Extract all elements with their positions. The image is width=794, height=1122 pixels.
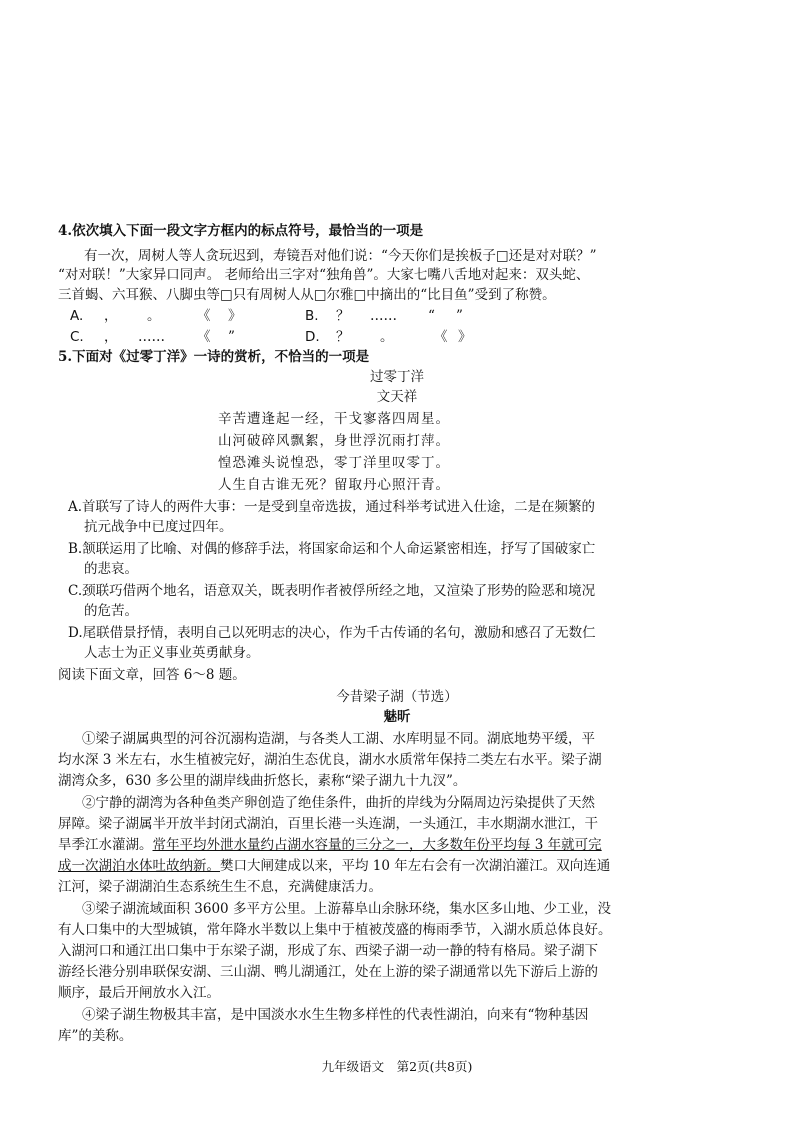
- q4-option-a-letter: A.: [70, 308, 84, 324]
- q4-option-b-letter: B.: [305, 308, 319, 324]
- q4-option-c-mark-3: 《: [197, 329, 211, 345]
- poem-line-1: 辛苦遭逢起一经，干戈寥落四周星。: [218, 411, 450, 427]
- q4-option-b-mark-3: “: [428, 308, 435, 324]
- q4-option-d-mark-1: ？: [336, 329, 350, 345]
- article-paragraph-line: ①梁子湖属典型的河谷沉溺构造湖，与各类人工湖、水库明显不同。湖底地势平缓，平: [82, 731, 595, 747]
- q5-choice-a-line-2: 抗元战争中已度过四年。: [84, 519, 233, 535]
- q4-option-c-letter: C.: [70, 329, 84, 345]
- q4-option-d-mark-3: 《: [434, 329, 448, 345]
- q5-choice-c-line-1: C.颈联巧借两个地名，语意双关，既表明作者被俘所经之地，又渲染了形势的险恶和境况: [68, 583, 596, 599]
- q4-option-a-mark-2: 。: [147, 308, 161, 324]
- poem-author: 文天祥: [376, 389, 418, 405]
- q4-stem: 4.依次填入下面一段文字方框内的标点符号，最恰当的一项是: [58, 223, 424, 239]
- q5-choice-b-line-1: B.颔联运用了比喻、对偶的修辞手法，将国家命运和个人命运紧密相连，抒写了国破家亡: [68, 541, 596, 557]
- reading-intro: 阅读下面文章，回答 6～8 题。: [58, 667, 246, 683]
- article-paragraph-line: 库”的美称。: [58, 1028, 133, 1044]
- article-text-segment: 旱季江水灌湖。: [58, 837, 153, 853]
- q5-choice-c-line-2: 的危苦。: [84, 603, 138, 619]
- article-paragraph-line: 有人口集中的大型城镇，常年降水半数以上集中于植被茂盛的梅雨季节，入湖水质总体良好。: [58, 922, 612, 938]
- q4-option-a-mark-1: ，: [104, 308, 118, 324]
- q4-option-c-mark-1: ，: [104, 329, 118, 345]
- article-paragraph-line: 屏障。梁子湖属半开放半封闭式湖泊，百里长港一头连湖，一头通江，丰水期湖水泄江，干: [58, 816, 598, 832]
- q5-stem: 5.下面对《过零丁洋》一诗的赏析，不恰当的一项是: [58, 349, 370, 365]
- article-paragraph-line: 湖湾众多，630 多公里的湖岸线曲折悠长，素称“梁子湖九十九汊”。: [58, 773, 467, 789]
- article-paragraph-line: ③梁子湖流域面积 3600 多平方公里。上游幕阜山余脉环绕，集水区多山地、少工业，没: [82, 901, 611, 917]
- q4-option-d-mark-4: 》: [458, 329, 472, 345]
- underlined-sentence-part-1: 常年平均外泄水量约占湖水容量的三分之一，大多数年份平均每 3 年就可完: [152, 837, 602, 853]
- q4-option-a-mark-5: 》: [228, 308, 242, 324]
- q4-option-d-mark-2: 。: [380, 329, 394, 345]
- q4-option-d-letter: D.: [305, 329, 320, 345]
- article-paragraph-line: 顺序，最后开闸放水入江。: [58, 985, 220, 1001]
- poem-line-4: 人生自古谁无死？留取丹心照汗青。: [218, 477, 450, 493]
- q5-choice-d-line-1: D.尾联借景抒情，表明自己以死明志的决心，作为千古传诵的名句，激励和感召了无数仁: [68, 625, 596, 641]
- q4-option-b-mark-2: ……: [370, 308, 397, 324]
- poem-line-2: 山河破碎风飘絮，身世浮沉雨打萍。: [218, 433, 450, 449]
- poem-title: 过零丁洋: [370, 369, 424, 385]
- q4-option-b-mark-4: ”: [456, 308, 463, 324]
- article-paragraph-line: ④梁子湖生物极其丰富，是中国淡水水生生物多样性的代表性湖泊，向来有“物种基因: [82, 1007, 589, 1023]
- article-paragraph-line: ②宁静的湖湾为各种鱼类产卵创造了绝佳条件，曲折的岸线为分隔周边污染提供了天然: [82, 795, 595, 811]
- article-author: 魅昕: [383, 709, 411, 725]
- article-paragraph-line: [58, 857, 610, 875]
- q5-choice-a-line-1: A.首联写了诗人的两件大事：一是受到皇帝选拔，通过科举考试进入仕途，二是在频繁的: [68, 499, 596, 515]
- article-title: 今昔梁子湖（节选）: [336, 689, 458, 705]
- page-footer: 九年级语文 第2页(共8页): [321, 1059, 473, 1074]
- q4-passage-line-1: 有一次，周树人等人贪玩迟到，寿镜吾对他们说：“今天你们是挨板子□还是对对联？”: [84, 248, 597, 264]
- q4-option-c-mark-2: ……: [138, 329, 165, 345]
- q4-passage-line-3: 三首蝎、六耳猴、八脚虫等□只有周树人从□尔雅□中摘出的“比目鱼”受到了称赞。: [58, 287, 556, 303]
- underlined-sentence-part-2: 成一次湖泊水体吐故纳新。: [58, 858, 220, 874]
- article-paragraph-line: [58, 836, 602, 854]
- q4-option-b-mark-1: ？: [336, 308, 350, 324]
- article-text-segment: 樊口大闸建成以来，平均 10 年左右会有一次湖泊灌江。双向连通: [220, 858, 611, 874]
- article-paragraph-line: 均水深 3 米左右，水生植被完好，湖泊生态优良，湖水水质常年保持二类左右水平。梁子湖: [58, 752, 602, 768]
- q5-choice-d-line-2: 人志士为正义事业英勇献身。: [84, 645, 260, 661]
- q4-option-a-mark-4: 《: [197, 308, 211, 324]
- article-paragraph-line: 游经长港分别串联保安湖、三山湖、鸭儿湖通江，处在上游的梁子湖通常以先下游后上游的: [58, 964, 598, 980]
- article-paragraph-line: 江河，梁子湖湖泊生态系统生生不息，充满健康活力。: [58, 879, 382, 895]
- article-paragraph-line: 入湖河口和通江出口集中于东梁子湖，形成了东、西梁子湖一动一静的特有格局。梁子湖下: [58, 943, 598, 959]
- q5-choice-b-line-2: 的悲哀。: [84, 561, 138, 577]
- q4-passage-line-2: “对对联！”大家异口同声。 老师给出三字对“独角兽”。大家七嘴八舌地对起来：双头蛇、: [58, 267, 590, 283]
- poem-line-3: 惶恐滩头说惶恐，零丁洋里叹零丁。: [218, 455, 450, 471]
- q4-option-c-mark-4: ”: [228, 329, 235, 345]
